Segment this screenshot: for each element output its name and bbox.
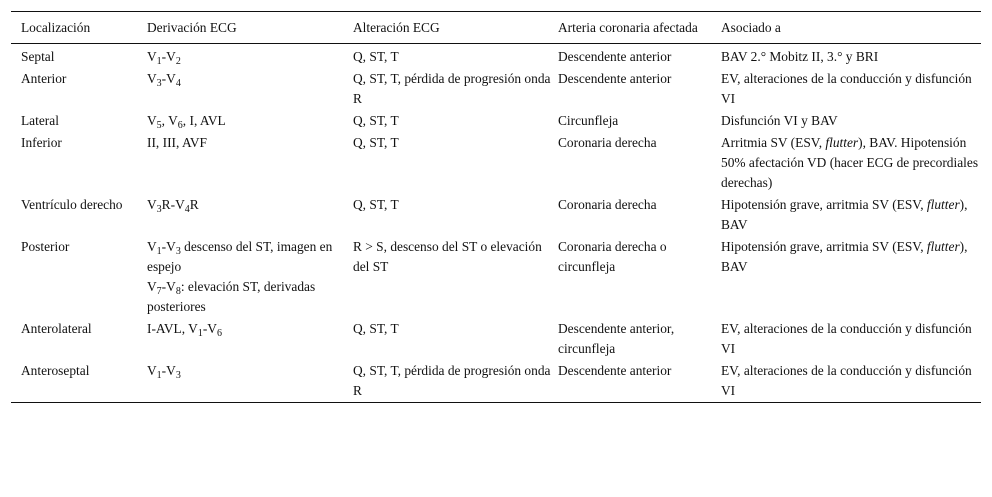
asociado-line: 50% afectación VD (hacer ECG de precordiales derechas) bbox=[721, 155, 979, 190]
derivacion-line: $V_7-V_8$: elevación ST, derivadas posteriores bbox=[147, 279, 316, 314]
ecg-localization-table bbox=[11, 11, 981, 403]
italic-term: flutter bbox=[825, 135, 859, 150]
cell-derivacion bbox=[147, 319, 353, 361]
cell-arteria: Coronaria derecha o circunfleja bbox=[558, 239, 667, 274]
lead-subscript: 5 bbox=[156, 120, 162, 131]
cell-alteracion: Q, ST, T bbox=[353, 321, 399, 336]
cell-derivacion bbox=[147, 195, 353, 237]
lead-subscript: 1 bbox=[156, 246, 162, 257]
lead-subscript: 4 bbox=[184, 204, 190, 215]
header-derivacion: Derivación ECG bbox=[147, 12, 353, 44]
cell-localizacion: Ventrículo derecho bbox=[21, 197, 123, 212]
cell-localizacion: Anterolateral bbox=[21, 321, 92, 336]
cell-localizacion: Anterior bbox=[21, 71, 67, 86]
cell-alteracion: Q, ST, T bbox=[353, 197, 399, 212]
lead-subscript: 6 bbox=[216, 328, 222, 339]
cell-alteracion: Q, ST, T bbox=[353, 113, 399, 128]
table-row bbox=[11, 319, 981, 361]
cell-localizacion: Lateral bbox=[21, 113, 59, 128]
cell-derivacion bbox=[147, 44, 353, 70]
lead-subscript: 3 bbox=[175, 370, 181, 381]
header-asociado: Asociado a bbox=[721, 12, 981, 44]
asociado-line: BAV 2.° Mobitz II, 3.° y BRI bbox=[721, 49, 879, 64]
table-row bbox=[11, 69, 981, 111]
cell-localizacion: Septal bbox=[21, 49, 55, 64]
derivacion-line: $V_1-V_3$ descenso del ST, imagen en espejo bbox=[147, 239, 333, 274]
lead-subscript: 6 bbox=[177, 120, 183, 131]
table-row bbox=[11, 195, 981, 237]
asociado-line: Disfunción VI y BAV bbox=[721, 113, 838, 128]
derivacion-line: $V_1-V_3$ bbox=[147, 363, 181, 381]
table-row bbox=[11, 361, 981, 403]
cell-asociado bbox=[721, 133, 981, 195]
table-row bbox=[11, 133, 981, 195]
cell-localizacion: Inferior bbox=[21, 135, 62, 150]
cell-localizacion: Posterior bbox=[21, 239, 70, 254]
header-alteracion: Alteración ECG bbox=[353, 12, 558, 44]
cell-asociado bbox=[721, 361, 981, 403]
cell-alteracion: Q, ST, T, pérdida de progresión onda R bbox=[353, 71, 551, 106]
table-row bbox=[11, 111, 981, 133]
cell-asociado bbox=[721, 237, 981, 319]
cell-arteria: Circunfleja bbox=[558, 113, 619, 128]
asociado-line: EV, alteraciones de la conducción y disfunción VI bbox=[721, 321, 972, 356]
cell-asociado bbox=[721, 111, 981, 133]
cell-arteria: Coronaria derecha bbox=[558, 135, 657, 150]
cell-asociado bbox=[721, 44, 981, 70]
lead-subscript: 8 bbox=[175, 286, 181, 297]
cell-derivacion bbox=[147, 237, 353, 319]
cell-arteria: Descendente anterior bbox=[558, 361, 721, 403]
table-row bbox=[11, 44, 981, 70]
cell-alteracion: R > S, descenso del ST o elevación del ST bbox=[353, 239, 542, 274]
asociado-line: EV, alteraciones de la conducción y disfunción VI bbox=[721, 363, 972, 398]
cell-asociado bbox=[721, 319, 981, 361]
derivacion-line: II, III, AVF bbox=[147, 135, 208, 150]
cell-derivacion bbox=[147, 133, 353, 195]
cell-asociado bbox=[721, 195, 981, 237]
cell-arteria: Coronaria derecha bbox=[558, 197, 657, 212]
derivacion-line: $V_1-V_2$ bbox=[147, 49, 181, 67]
cell-localizacion: Anteroseptal bbox=[11, 361, 147, 403]
cell-alteracion: Q, ST, T bbox=[353, 49, 399, 64]
lead-subscript: 1 bbox=[197, 328, 203, 339]
cell-asociado bbox=[721, 69, 981, 111]
asociado-line: Hipotensión grave, arritmia SV (ESV, flutter), BAV bbox=[721, 197, 968, 232]
derivacion-line: $V_3-V_4$ bbox=[147, 71, 181, 89]
lead-subscript: 3 bbox=[156, 78, 162, 89]
italic-term: flutter bbox=[926, 197, 960, 212]
asociado-line: EV, alteraciones de la conducción y disfunción VI bbox=[721, 71, 972, 106]
derivacion-line: I-AVL, $V_1-V_6$ bbox=[147, 321, 222, 339]
cell-alteracion: Q, ST, T, pérdida de progresión onda R bbox=[353, 361, 558, 403]
header-localizacion: Localización bbox=[11, 12, 147, 44]
table-header-row bbox=[11, 12, 981, 44]
cell-alteracion: Q, ST, T bbox=[353, 135, 399, 150]
derivacion-line: $V_3R-V_4R$ bbox=[147, 197, 199, 215]
lead-subscript: 3 bbox=[156, 204, 162, 215]
lead-subscript: 2 bbox=[175, 56, 181, 67]
cell-arteria: Descendente anterior bbox=[558, 49, 672, 64]
italic-term: flutter bbox=[926, 239, 960, 254]
lead-subscript: 4 bbox=[175, 78, 181, 89]
lead-subscript: 1 bbox=[156, 56, 162, 67]
cell-arteria: Descendente anterior, circunfleja bbox=[558, 321, 675, 356]
derivacion-line: $V_5$, $V_6$, I, AVL bbox=[147, 113, 226, 131]
asociado-line: Hipotensión grave, arritmia SV (ESV, flutter), BAV bbox=[721, 239, 968, 274]
table-body bbox=[11, 44, 981, 403]
lead-subscript: 7 bbox=[156, 286, 162, 297]
header-arteria: Arteria coronaria afectada bbox=[558, 12, 721, 44]
cell-derivacion bbox=[147, 111, 353, 133]
cell-derivacion bbox=[147, 361, 353, 403]
lead-subscript: 1 bbox=[156, 370, 162, 381]
lead-subscript: 3 bbox=[175, 246, 181, 257]
cell-arteria: Descendente anterior bbox=[558, 71, 672, 86]
cell-derivacion bbox=[147, 69, 353, 111]
table-row bbox=[11, 237, 981, 319]
asociado-line: Arritmia SV (ESV, flutter), BAV. Hipotensión bbox=[721, 135, 967, 150]
